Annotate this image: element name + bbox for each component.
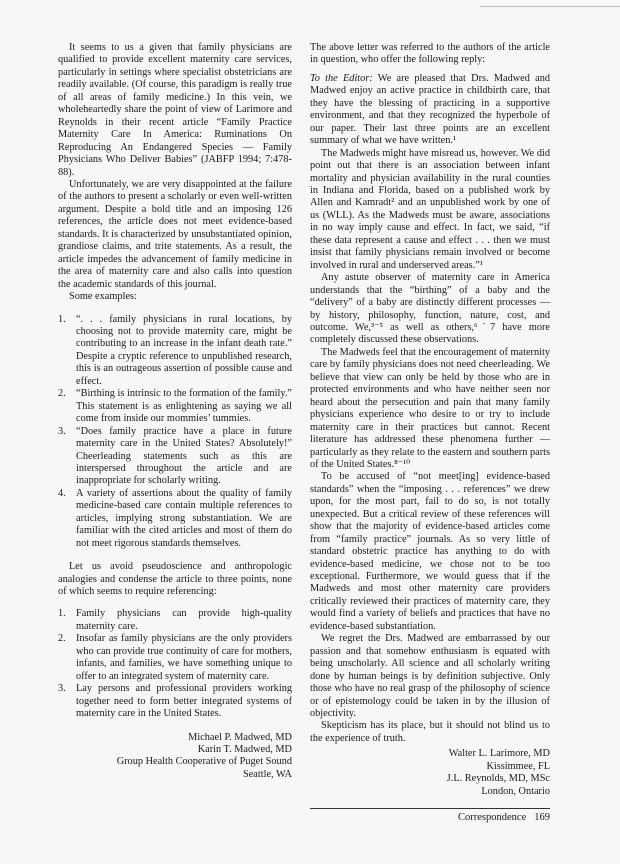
reply-paragraph-5: To be accused of “not meet[ing] evidence-based standards” when the “imposing . . . references” we drew upon, for the most part, fail to do so, is not totally unexpected. But a critical review of these references will show that the majority of evidence-based articles come from “family practice” journals. As so very little of standard obstetric practice has anything to do with evidence-based medicine, we chose not to be too exceptional. Furthermore, we would guess that if the Madweds and most other maternity care providers critically reviewed their practices of maternity care, they would find a variety of beliefs and practices that have no evidence-based substantiation. — [310, 471, 550, 632]
signature-line: London, Ontario — [481, 785, 550, 797]
left-column — [58, 42, 292, 781]
page-number: 169 — [534, 812, 550, 823]
signature-line: Walter L. Larimore, MD — [448, 748, 550, 760]
reply-paragraph-3: Any astute observer of maternity care in America understands that the “birthing” of a baby and the “delivery” of a baby are distinctly different processes — by history, philosophy, function, nature, cost, and outcome. We,³⁻⁵ as well as others,⁶˙7 have more completely discussed these observations. — [310, 272, 550, 346]
signature-line: Group Health Cooperative of Puget Sound — [116, 756, 292, 768]
points-list-item: 3. Lay persons and professional providers working together need to form better integrated systems of maternity care in the United States. — [58, 683, 292, 720]
letter-paragraph-4: Let us avoid pseudoscience and anthropologic analogies and condense the article to three points, none of which seems to require referencing: — [58, 561, 292, 598]
reply-intro: The above letter was referred to the authors of the article in question, who offer the following reply: — [310, 42, 550, 66]
examples-list-item: 3. “Does family practice have a place in future maternity care in the United States? Absolutely!” Cheerleading statements such as this are interspersed throughout the article and are inappropriate for scholarly writing. — [58, 425, 292, 487]
reply-salutation: To the Editor: — [310, 72, 373, 84]
reply-paragraph-1: To the Editor: We are pleased that Drs. Madwed and Madwed enjoy an active practice in childbirth care, that they have the blessing of practicing in a supportive environment, and that they recognized the hyperbole of our paper. Their last three points are an excellent summary of what we have written.¹ — [310, 72, 550, 147]
letter-signature — [58, 732, 292, 782]
letter-paragraph-2: Unfortunately, we are very disappointed at the failure of the authors to present a scholarly or even well-written argument. Despite a bold title and an imposing 126 references, the article does not meet evidence-based standards. It is characterized by unsubstantiated opinion, grandiose claims, and trite statements. As a result, the article impedes the advancement of family medicine in the area of maternity care and also calls into question the academic standards of this journal. — [58, 178, 292, 290]
reply-paragraph-7: Skepticism has its place, but it should not blind us to the experience of truth. — [310, 720, 550, 744]
examples-list-item: 1. “. . . family physicians in rural locations, by choosing not to provide maternity care, might be contributing to an increase in the infant death rate.” Despite a cryptic reference to unpublished research, this is an outrageous assertion of possible cause and effect. — [58, 313, 292, 387]
signature-line: J.L. Reynolds, MD, MSc — [446, 773, 550, 785]
right-column — [310, 42, 550, 798]
letter-paragraph-3: Some examples: — [69, 291, 137, 303]
footer-section: Correspondence — [458, 812, 527, 823]
reply-signature — [310, 748, 550, 798]
header-rule — [480, 6, 620, 7]
examples-list-item: 2. “Birthing is intrinsic to the formation of the family.” This statement is as enlightening as saying we all come from inside our mommies’ tummies. — [58, 388, 292, 425]
reply-paragraph-6: We regret the Drs. Madwed are embarrassed by our passion and that somehow enthusiasm is equated with being unscholarly. All science and all scholarly writing done by human beings is by definition subjective. Only those who have no real grasp of the philosophy of science or of epistemology could be taken in by the illusion of objectivity. — [310, 633, 550, 720]
examples-list — [58, 314, 292, 551]
points-list-item: 1. Family physicians can provide high-quality maternity care. — [58, 608, 292, 632]
points-list-item: 2. Insofar as family physicians are the only providers who can provide true continuity of care for mothers, infants, and families, we have something unique to offer to an integrated system of maternity care. — [58, 633, 292, 682]
signature-line: Seattle, WA — [243, 768, 292, 780]
letter-paragraph-1: It seems to us a given that family physicians are qualified to provide excellent maternity care services, particularly in settings where specialist obstetricians are readily available. (Of course, this paradigm is really true of all areas of family medicine.) In this vein, we wholeheartedly share the point of view of Larimore and Reynolds in their recent article “Family Practice Maternity Care In America: Ruminations On Reproducing An Endangered Species — Family Physicians Who Deliver Babies” (JABFP 1994; 7:478-88). — [58, 42, 292, 178]
signature-line: Karin T. Madwed, MD — [197, 744, 292, 756]
points-list — [58, 608, 292, 720]
reply-paragraph-4: The Madweds feel that the encouragement of maternity care by family physicians does not need cheerleading. We believe that view can only be held by those who are in protected environments and who have neither seen nor heard about the persecution and pain that many family physicians experience who desire to or try to include maternity care in their practices but cannot. Recent literature has addressed these phenomena further — particularly as they relate to the eastern and southern parts of the United States.⁸⁻¹⁰ — [310, 346, 550, 470]
footer-rule — [310, 808, 550, 809]
examples-list-item: 4. A variety of assertions about the quality of family medicine-based care contain multiple references to articles, implying strong substantiation. We are familiar with the cited articles and most of them do not meet rigorous standards themselves. — [58, 487, 292, 549]
signature-line: Kissimmee, FL — [486, 760, 550, 772]
page-footer — [410, 812, 550, 823]
signature-line: Michael P. Madwed, MD — [188, 731, 292, 743]
reply-paragraph-2: The Madweds might have misread us, however. We did point out that there is an association between infant mortality and physician availability in the rural counties in Indiana and Florida, based on a published work by Allen and Kamradt² and an unpublished work by one of us (WLL). As the Madweds must be aware, associations in no way imply cause and effect. In fact, we said, “if these data represent a cause and effect . . . then we must insist that family physicians remain involved or become involved in rural and underserved areas.”¹ — [310, 147, 550, 271]
